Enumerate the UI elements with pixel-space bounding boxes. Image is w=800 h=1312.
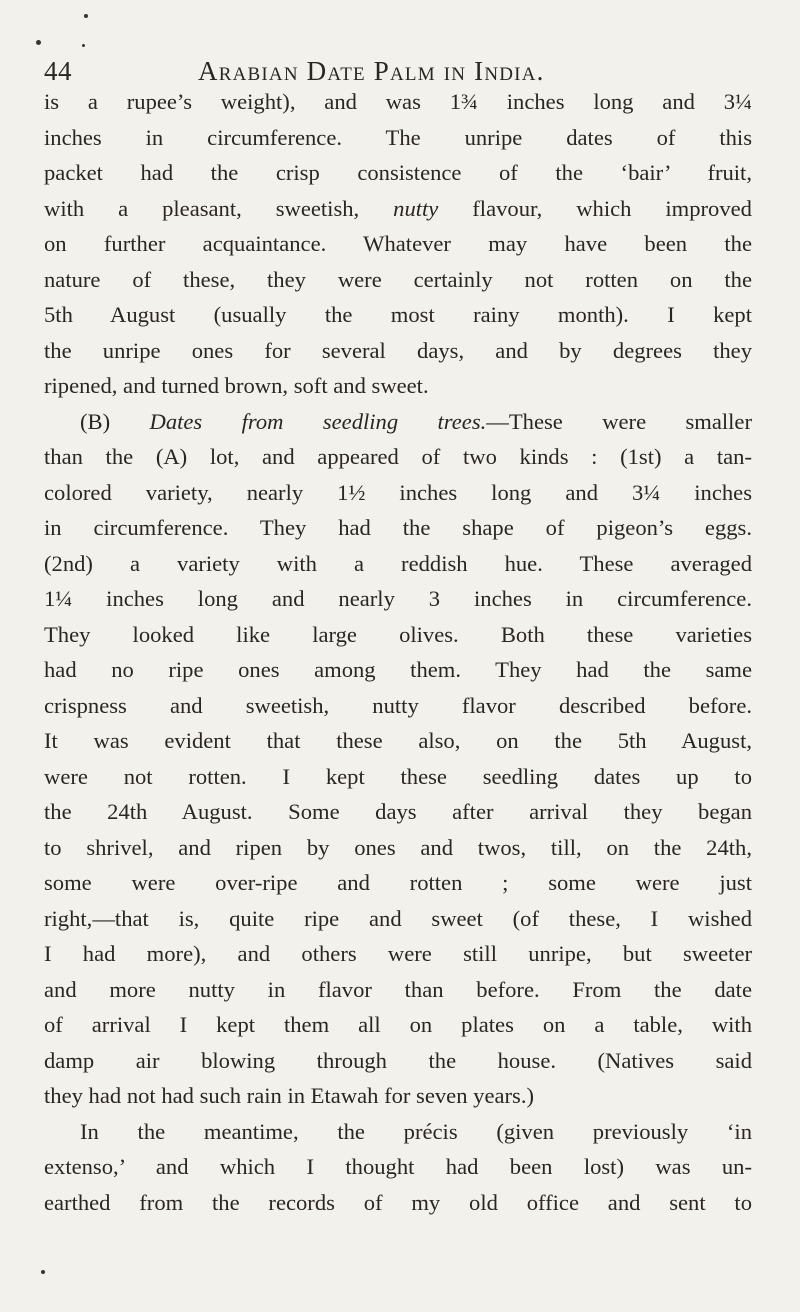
running-title: Arabian Date Palm in India.: [198, 56, 545, 86]
text-line: of arrival I kept them all on plates on a table, with: [44, 1012, 752, 1037]
text-line: to shrivel, and ripen by ones and twos, till, on the 24th,: [44, 834, 752, 860]
ink-speck: [36, 40, 41, 45]
text-line: is a rupee’s weight), and was 1¾ inches long and 3¼: [44, 89, 752, 114]
text-line: They looked like large olives. Both these varieties: [44, 621, 752, 647]
text-line: crispness and sweetish, nutty flavor described before.: [44, 692, 752, 718]
text-segment: —These were smaller: [486, 408, 752, 434]
text-line: [44, 404, 752, 440]
text-segment: (B): [80, 408, 111, 434]
text-line: damp air blowing through the house. (Natives said: [44, 1047, 752, 1073]
text-line: nature of these, they were certainly not rotten on the: [44, 266, 752, 292]
italic-word: nutty: [393, 195, 439, 221]
ink-speck: [84, 14, 88, 18]
text-line: some were over-ripe and rotten ; some were just: [44, 870, 752, 895]
text-line: 5th August (usually the most rainy month). I kept: [44, 302, 752, 327]
ink-speck: [41, 1270, 45, 1274]
text-line: they had not had such rain in Etawah for seven years.): [44, 1083, 534, 1108]
text-line: (2nd) a variety with a reddish hue. These averaged: [44, 550, 752, 576]
text-segment: flavour, which improved: [472, 195, 752, 221]
text-segment: with a pleasant, sweetish,: [44, 195, 360, 221]
text-line: It was evident that these also, on the 5th August,: [44, 728, 752, 753]
text-line: inches in circumference. The unripe dates of this: [44, 124, 752, 150]
text-line: than the (A) lot, and appeared of two kinds : (1st) a tan-: [44, 444, 752, 469]
text-line: right,—that is, quite ripe and sweet (of these, I wished: [44, 905, 752, 931]
text-line: I had more), and others were still unripe, but sweeter: [44, 941, 752, 966]
text-line: [44, 191, 752, 227]
text-line: and more nutty in flavor than before. From the date: [44, 976, 752, 1002]
text-line: in circumference. They had the shape of pigeon’s eggs.: [44, 515, 752, 540]
text-line: packet had the crisp consistence of the ‘bair’ fruit,: [44, 160, 752, 185]
text-line: 1¼ inches long and nearly 3 inches in circumference.: [44, 586, 752, 611]
text-line: the 24th August. Some days after arrival they began: [44, 799, 752, 824]
text-line: on further acquaintance. Whatever may have been the: [44, 231, 752, 256]
text-line: In the meantime, the précis (given previously ‘in: [80, 1118, 752, 1144]
text-line: had no ripe ones among them. They had the same: [44, 657, 752, 682]
ink-speck: [82, 44, 85, 47]
text-line: extenso,’ and which I thought had been lost) was un-: [44, 1154, 752, 1179]
page-number: 44: [44, 56, 72, 86]
text-line: ripened, and turned brown, soft and sweet.: [44, 373, 429, 398]
text-line: the unripe ones for several days, and by degrees they: [44, 337, 752, 363]
text-line: earthed from the records of my old office and sent to: [44, 1189, 752, 1215]
italic-heading: Dates from seedling trees.: [149, 408, 487, 434]
body-text: [44, 84, 752, 1220]
text-line: were not rotten. I kept these seedling dates up to: [44, 763, 752, 789]
text-line: colored variety, nearly 1½ inches long and 3¼ inches: [44, 479, 752, 505]
